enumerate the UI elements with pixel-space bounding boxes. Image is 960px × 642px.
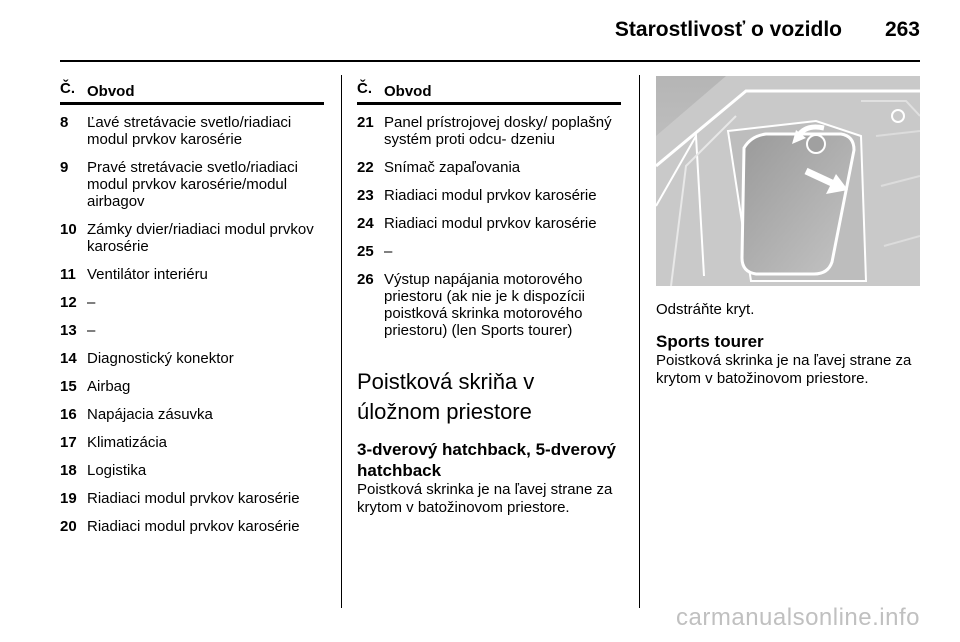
fuse-circuit: Pravé stretávacie svetlo/riadiaci modul prvkov karosérie/modul airbagov	[87, 159, 298, 210]
fuse-number: 26	[357, 271, 374, 288]
fuse-circuit: Zámky dvier/riadiaci modul prvkov karosérie	[87, 221, 314, 255]
fuse-number: 21	[357, 114, 374, 131]
column-divider-2	[639, 75, 640, 608]
fuse-number: 12	[60, 294, 77, 311]
fuse-circuit: Ľavé stretávacie svetlo/riadiaci modul prvkov karosérie	[87, 114, 292, 148]
table-row	[357, 262, 621, 341]
header-rule	[60, 60, 920, 62]
fuse-number: 16	[60, 406, 77, 423]
page-header	[60, 14, 920, 44]
column-header-circuit: Obvod	[87, 83, 135, 100]
header-title: Starostlivosť o vozidlo	[614, 18, 842, 41]
column-header-number: Č.	[357, 80, 372, 97]
fuse-number: 22	[357, 159, 374, 176]
fuse-circuit: Klimatizácia	[87, 434, 168, 451]
fuse-number: 20	[60, 518, 77, 535]
body-text: Poistková skrinka je na ľavej strane za krytom v batožinovom priestore.	[656, 352, 912, 387]
fuse-number: 17	[60, 434, 77, 451]
fuse-circuit: Riadiaci modul prvkov karosérie	[384, 215, 597, 232]
column-header-circuit: Obvod	[384, 83, 432, 100]
table-row	[60, 313, 324, 341]
table-row	[357, 206, 621, 234]
table-row	[60, 341, 324, 369]
fuse-table-middle	[357, 76, 621, 517]
fuse-circuit: Riadiaci modul prvkov karosérie	[87, 518, 300, 535]
fuse-circuit: Panel prístrojovej dosky/ poplašný systém proti odcu- dzeniu	[384, 114, 612, 148]
table-row	[60, 285, 324, 313]
trunk-cover-illustration	[656, 76, 920, 286]
table-row	[357, 234, 621, 262]
table-header	[60, 76, 324, 105]
table-header	[357, 76, 621, 105]
watermark: carmanualsonline.info	[676, 604, 920, 631]
table-row	[60, 509, 324, 537]
table-row	[357, 105, 621, 150]
subsection-title: Sports tourer	[656, 332, 764, 351]
section-title: Poistková skriňa v úložnom priestore	[357, 369, 535, 424]
fuse-number: 10	[60, 221, 77, 238]
fuse-number: 15	[60, 378, 77, 395]
column-header-number: Č.	[60, 80, 75, 97]
table-row	[60, 212, 324, 257]
page-number: 263	[884, 18, 920, 41]
table-row	[60, 105, 324, 150]
fuse-number: 9	[60, 159, 69, 176]
table-row	[357, 150, 621, 178]
column-divider-1	[341, 75, 342, 608]
body-text: Poistková skrinka je na ľavej strane za krytom v batožinovom priestore.	[357, 481, 613, 516]
table-row	[60, 257, 324, 285]
fuse-number: 25	[357, 243, 374, 260]
fuse-circuit: Riadiaci modul prvkov karosérie	[384, 187, 597, 204]
fuse-number: 24	[357, 215, 374, 232]
fuse-number: 11	[60, 266, 76, 283]
fuse-number: 14	[60, 350, 77, 367]
fuse-number: 23	[357, 187, 374, 204]
fuse-circuit: Logistika	[87, 462, 147, 479]
fuse-table-left	[60, 76, 324, 537]
fuse-number: 18	[60, 462, 77, 479]
trunk-cover-drawing	[656, 76, 920, 286]
fuse-number: 8	[60, 114, 69, 131]
table-row	[60, 369, 324, 397]
fuse-circuit: Airbag	[87, 378, 131, 395]
fuse-circuit: Ventilátor interiéru	[87, 266, 208, 283]
fuse-circuit: –	[87, 322, 96, 339]
right-column	[656, 76, 920, 388]
table-row	[60, 425, 324, 453]
table-row	[60, 453, 324, 481]
fuse-circuit: Snímač zapaľovania	[384, 159, 521, 176]
fuse-circuit: –	[87, 294, 96, 311]
fuse-circuit: Riadiaci modul prvkov karosérie	[87, 490, 300, 507]
fuse-number: 19	[60, 490, 77, 507]
fuse-number: 13	[60, 322, 77, 339]
subsection-title: 3-dverový hatchback, 5-dverový hatchback	[357, 440, 616, 480]
fuse-circuit: Výstup napájania motorového priestoru (ak nie je k dispozícii poistková skrinka motorového priestoru) (len Sports tourer)	[384, 271, 585, 339]
fuse-circuit: –	[384, 243, 393, 260]
table-row	[357, 178, 621, 206]
figure-caption: Odstráňte kryt.	[656, 301, 755, 318]
table-row	[60, 150, 324, 212]
table-row	[60, 397, 324, 425]
fuse-circuit: Diagnostický konektor	[87, 350, 234, 367]
table-row	[60, 481, 324, 509]
fuse-circuit: Napájacia zásuvka	[87, 406, 213, 423]
